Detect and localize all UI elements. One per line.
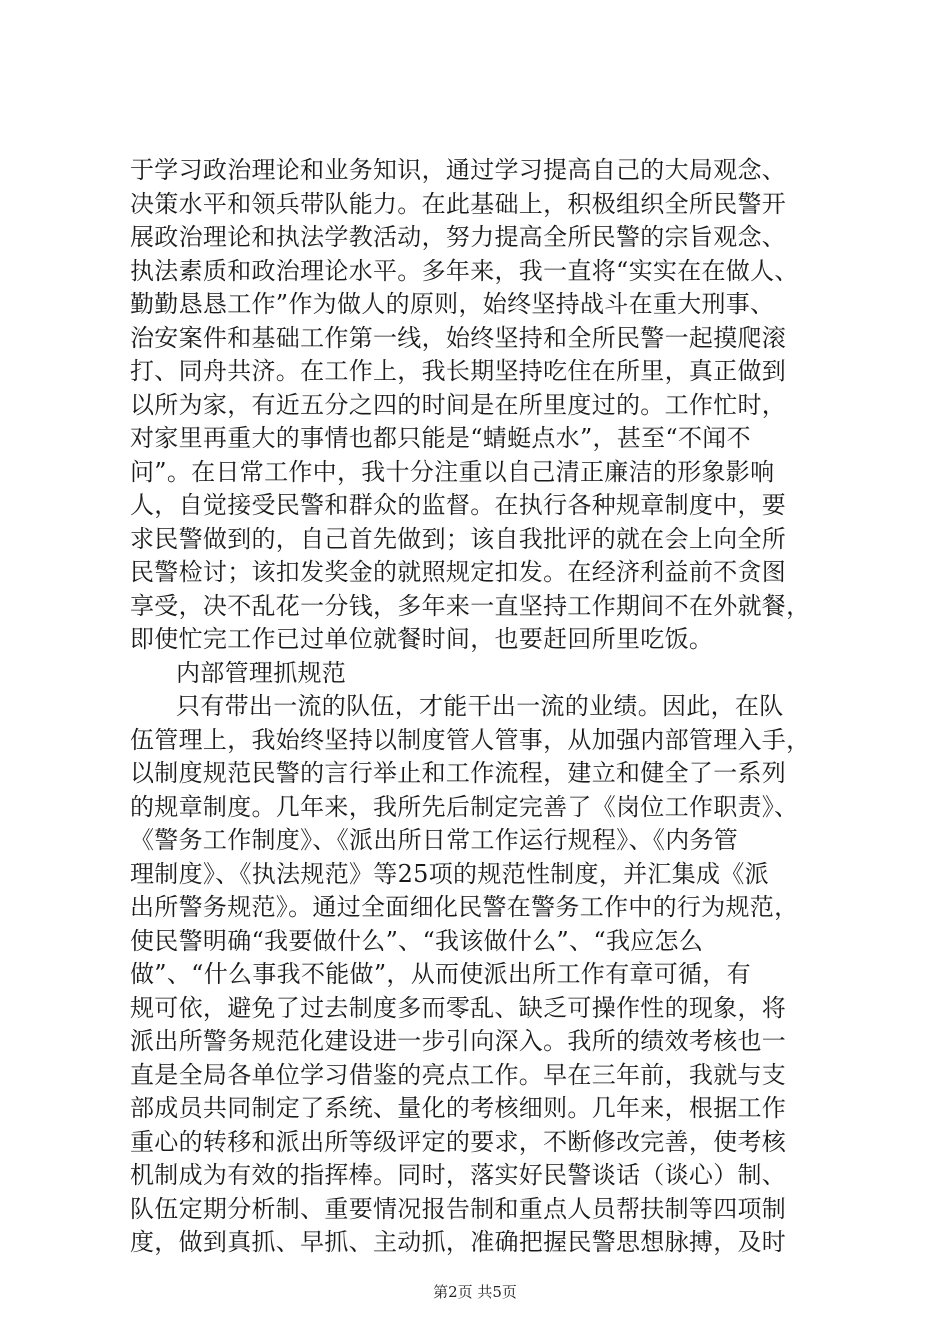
text-line: 度，做到真抓、早抓、主动抓，准确把握民警思想脉搏，及时	[130, 1228, 787, 1256]
text-line: 《警务工作制度》、《派出所日常工作运行规程》、《内务管	[130, 826, 739, 854]
text-line: 的规章制度。几年来，我所先后制定完善了《岗位工作职责》、	[130, 792, 799, 821]
text-line: 伍管理上，我始终坚持以制度管人管事，从加强内部管理入手，	[130, 725, 811, 754]
text-line: 即使忙完工作已过单位就餐时间，也要赶回所里吃饭。	[130, 625, 714, 653]
text-line: 执法素质和政治理论水平。多年来，我一直将“实实在在做人、	[130, 256, 799, 285]
text-line: 只有带出一流的队伍，才能干出一流的业绩。因此，在队	[176, 692, 784, 720]
text-line: 人，自觉接受民警和群众的监督。在执行各种规章制度中，要	[130, 491, 787, 519]
text-line: 展政治理论和执法学教活动，努力提高全所民警的宗旨观念、	[130, 223, 787, 251]
text-line: 求民警做到的，自己首先做到；该自我批评的就在会上向全所	[130, 524, 787, 553]
page-footer: 第2页 共5页	[433, 1283, 517, 1301]
text-line: 民警检讨；该扣发奖金的就照规定扣发。在经济利益前不贪图	[130, 558, 787, 586]
text-line: 勤勤恳恳工作”作为做人的原则，始终坚持战斗在重大刑事、	[130, 290, 775, 318]
text-line: 于学习政治理论和业务知识，通过学习提高自己的大局观念、	[130, 156, 787, 184]
text-line: 规可依，避免了过去制度多而零乱、缺乏可操作性的现象，将	[130, 993, 787, 1022]
text-line: 队伍定期分析制、重要情况报告制和重点人员帮扶制等四项制	[130, 1194, 787, 1223]
text-line: 理制度》、《执法规范》等25项的规范性制度，并汇集成《派	[130, 859, 769, 888]
text-line: 部成员共同制定了系统、量化的考核细则。几年来，根据工作	[130, 1094, 787, 1122]
body-text	[130, 154, 830, 1260]
text-line: 以所为家，有近五分之四的时间是在所里度过的。工作忙时，	[130, 390, 787, 419]
text-line: 决策水平和领兵带队能力。在此基础上，积极组织全所民警开	[130, 189, 787, 218]
text-line: 以制度规范民警的言行举止和工作流程，建立和健全了一系列	[130, 759, 787, 787]
text-line: 问”。在日常工作中，我十分注重以自己清正廉洁的形象影响	[130, 457, 775, 486]
text-line: 做”、“什么事我不能做”，从而使派出所工作有章可循，有	[130, 960, 751, 988]
text-line: 机制成为有效的指挥棒。同时，落实好民警谈话（谈心）制、	[130, 1161, 787, 1189]
text-line: 重心的转移和派出所等级评定的要求，不断修改完善，使考核	[130, 1127, 787, 1156]
text-line: 享受，决不乱花一分钱，多年来一直坚持工作期间不在外就餐，	[130, 591, 811, 620]
text-line: 出所警务规范》。通过全面细化民警在警务工作中的行为规范，	[130, 893, 799, 921]
text-line: 治安案件和基础工作第一线，始终坚持和全所民警一起摸爬滚	[130, 323, 787, 352]
text-line: 打、同舟共济。在工作上，我长期坚持吃住在所里，真正做到	[130, 357, 787, 385]
text-line: 直是全局各单位学习借鉴的亮点工作。早在三年前，我就与支	[130, 1060, 787, 1089]
section-heading: 内部管理抓规范	[176, 658, 347, 687]
text-line: 使民警明确“我要做什么”、“我该做什么”、“我应怎么	[130, 926, 704, 955]
text-line: 对家里再重大的事情也都只能是“蜻蜓点水”，甚至“不闻不	[130, 424, 751, 452]
text-line: 派出所警务规范化建设进一步引向深入。我所的绩效考核也一	[130, 1027, 787, 1055]
